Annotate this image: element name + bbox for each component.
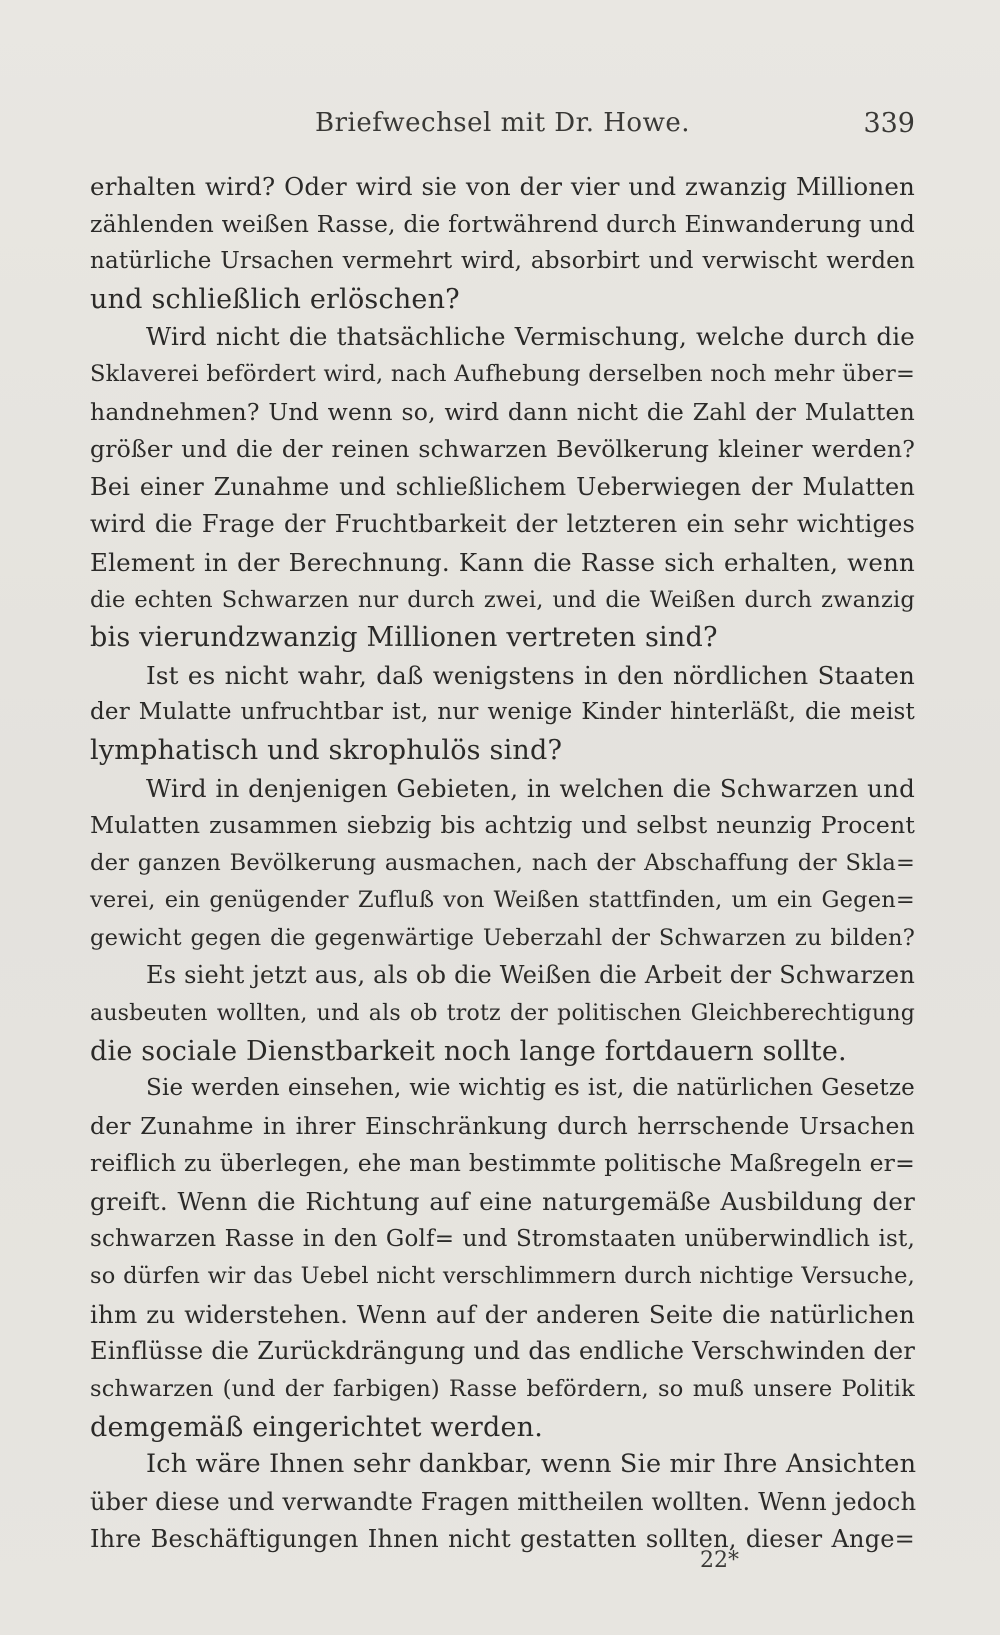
text-line: der ganzen Bevölkerung ausmachen, nach der Abschaffung der Skla= [90,849,915,876]
text-line: Sklaverei befördert wird, nach Aufhebung derselben noch mehr über= [90,360,915,387]
signature-mark: 22* [700,1548,739,1573]
text-line: erhalten wird? Oder wird sie von der vier und zwanzig Millionen [90,172,915,201]
text-line: der Mulatte unfruchtbar ist, nur wenige Kinder hinterläßt, die meist [90,699,915,726]
text-line: Ist es nicht wahr, daß wenigstens in den nördlichen Staaten [146,660,915,690]
page-number: 339 [863,108,915,139]
text-line: gewicht gegen die gegenwärtige Ueberzahl der Schwarzen zu bilden? [90,924,915,951]
text-line: die echten Schwarzen nur durch zwei, und die Weißen durch zwanzig [90,586,915,613]
text-line: größer und die der reinen schwarzen Bevölkerung kleiner werden? [90,435,915,464]
text-line: so dürfen wir das Uebel nicht verschlimmern durch nichtige Versuche, [90,1263,915,1290]
text-line: handnehmen? Und wenn so, wird dann nicht die Zahl der Mulatten [90,397,915,426]
text-line: der Zunahme in ihrer Einschränkung durch herrschende Ursachen [90,1111,915,1140]
text-line: ausbeuten wollten, und als ob trotz der politischen Gleichberechtigung [90,1001,915,1027]
text-line: Mulatten zusammen siebzig bis achtzig und selbst neunzig Procent [90,811,915,840]
text-line: lymphatisch und skrophulös sind? [90,734,563,766]
text-line: schwarzen Rasse in den Golf= und Stromstaaten unüberwindlich ist, [90,1225,915,1252]
text-line: demgemäß eingerichtet werden. [90,1411,544,1443]
text-line: Sie werden einsehen, wie wichtig es ist, die natürlichen Gesetze [146,1075,915,1102]
running-head: Briefwechsel mit Dr. Howe. [315,108,690,138]
text-line: bis vierundzwanzig Millionen vertreten sind? [90,622,718,654]
text-line: Wird in denjenigen Gebieten, in welchen die Schwarzen und [146,773,915,803]
text-line: reiflich zu überlegen, ehe man bestimmte politische Maßregeln er= [90,1149,915,1178]
text-line: die sociale Dienstbarkeit noch lange fortdauern sollte. [90,1035,847,1067]
text-line: natürliche Ursachen vermehrt wird, absorbirt und verwischt werden [90,248,915,275]
text-line: Einflüsse die Zurückdrängung und das endliche Verschwinden der [90,1337,915,1366]
text-line: Bei einer Zunahme und schließlichem Ueberwiegen der Mulatten [90,472,915,501]
text-line: verei, ein genügender Zufluß von Weißen stattfinden, um ein Gegen= [90,887,915,914]
text-line: Es sieht jetzt aus, als ob die Weißen die Arbeit der Schwarzen [146,961,915,990]
text-line: Ich wäre Ihnen sehr dankbar, wenn Sie mir Ihre Ansichten [146,1449,917,1480]
text-line: zählenden weißen Rasse, die fortwährend durch Einwanderung und [90,209,916,238]
text-line: über diese und verwandte Fragen mittheilen wollten. Wenn jedoch [90,1487,917,1516]
text-line: Element in der Berechnung. Kann die Rasse sich erhalten, wenn [90,547,915,577]
text-line: schwarzen (und der farbigen) Rasse befördern, so muß unsere Politik [90,1376,915,1402]
page-header [90,108,915,148]
text-line: und schließlich erlöschen? [90,283,460,315]
text-line: greift. Wenn die Richtung auf eine naturgemäße Ausbildung der [90,1187,915,1217]
text-line: Ihre Beschäftigungen Ihnen nicht gestatten sollten, dieser Ange= [90,1525,915,1554]
text-line: ihm zu widerstehen. Wenn auf der anderen Seite die natürlichen [90,1299,915,1329]
body-text [90,168,915,1559]
text-line: Wird nicht die thatsächliche Vermischung, welche durch die [146,322,915,352]
text-line: wird die Frage der Fruchtbarkeit der letzteren ein sehr wichtiges [90,510,915,539]
